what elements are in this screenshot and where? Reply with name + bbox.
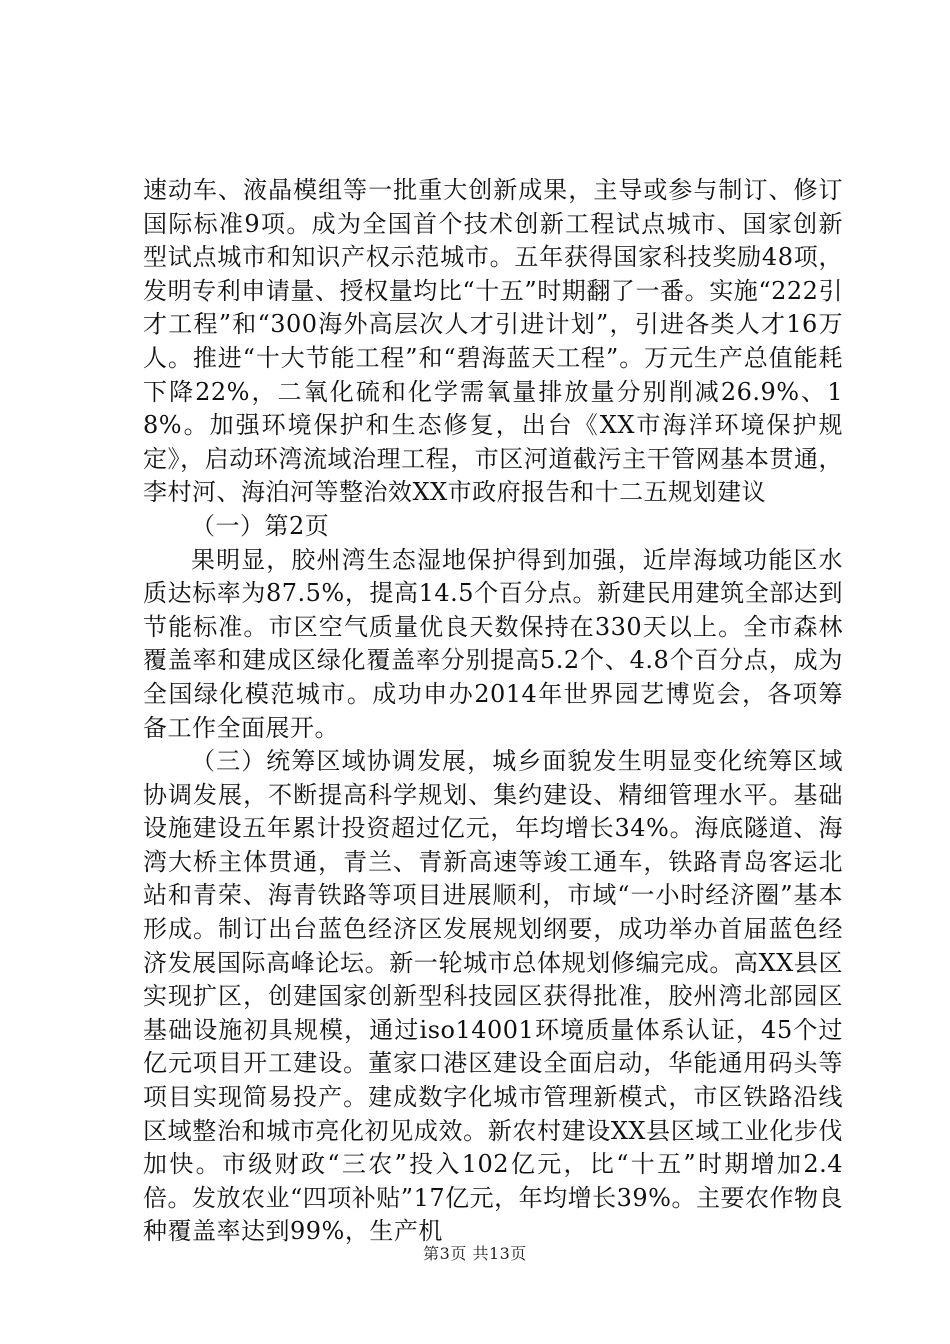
paragraph-innovation-environment: 速动车、液晶模组等一批重大创新成果，主导或参与制订、修订国际标准9项。成为全国首个技术创新工程试点城市、国家创新型试点城市和知识产权示范城市。五年获得国家科技奖励48项，发明专利申请量、授权量均比“十五”时期翻了一番。实施“222引才工程”和“300海外高层次人才引进计划”，引进各类人才16万人。推进“十大节能工程”和“碧海蓝天工程”。万元生产总值能耗下降22%，二氧化硫和化学需氧量排放量分别削减26.9%、18%。加强环境保护和生态修复，出台《XX市海洋环境保护规定》，启动环湾流域治理工程，市区河道截污主干管网基本贯通，李村河、海泊河等整治效XX市政府报告和十二五规划建议 xyxy=(143,176,843,507)
document-body xyxy=(143,174,843,1249)
paragraph-regional-development: （三）统筹区域协调发展，城乡面貌发生明显变化统筹区域协调发展，不断提高科学规划、集约建设、精细管理水平。基础设施建设五年累计投资超过亿元，年均增长34%。海底隧道、海湾大桥主体贯通，青兰、青新高速等竣工通车，铁路青岛客运北站和青荣、海青铁路等项目进展顺利，市域“一小时经济圈”基本形成。制订出台蓝色经济区发展规划纲要，成功举办首届蓝色经济发展国际高峰论坛。新一轮城市总体规划修编完成。高XX县区实现扩区，创建国家创新型科技园区获得批准，胶州湾北部园区基础设施初具规模，通过iso14001环境质量体系认证，45个过亿元项目开工建设。董家口港区建设全面启动，华能通用码头等项目实现简易投产。建成数字化城市管理新模式，市区铁路沿线区域整治和城市亮化初见成效。新农村建设XX县区域工业化步伐加快。市级财政“三农”投入102亿元，比“十五”时期增加2.4倍。发放农业“四项补贴”17亿元，年均增长39%。主要农作物良种覆盖率达到99%，生产机 xyxy=(143,747,843,1246)
paragraph-ecology-results: 果明显，胶州湾生态湿地保护得到加强，近岸海域功能区水质达标率为87.5%，提高14.5个百分点。新建民用建筑全部达到节能标准。市区空气质量优良天数保持在330天以上。全市森林覆盖率和建成区绿化覆盖率分别提高5.2个、4.8个百分点，成为全国绿化模范城市。成功申办2014年世界园艺博览会，各项筹备工作全面展开。 xyxy=(143,545,843,742)
page-footer: 第3页 共13页 xyxy=(423,1244,527,1263)
section-marker-page-2: （一）第2页 xyxy=(191,511,330,540)
